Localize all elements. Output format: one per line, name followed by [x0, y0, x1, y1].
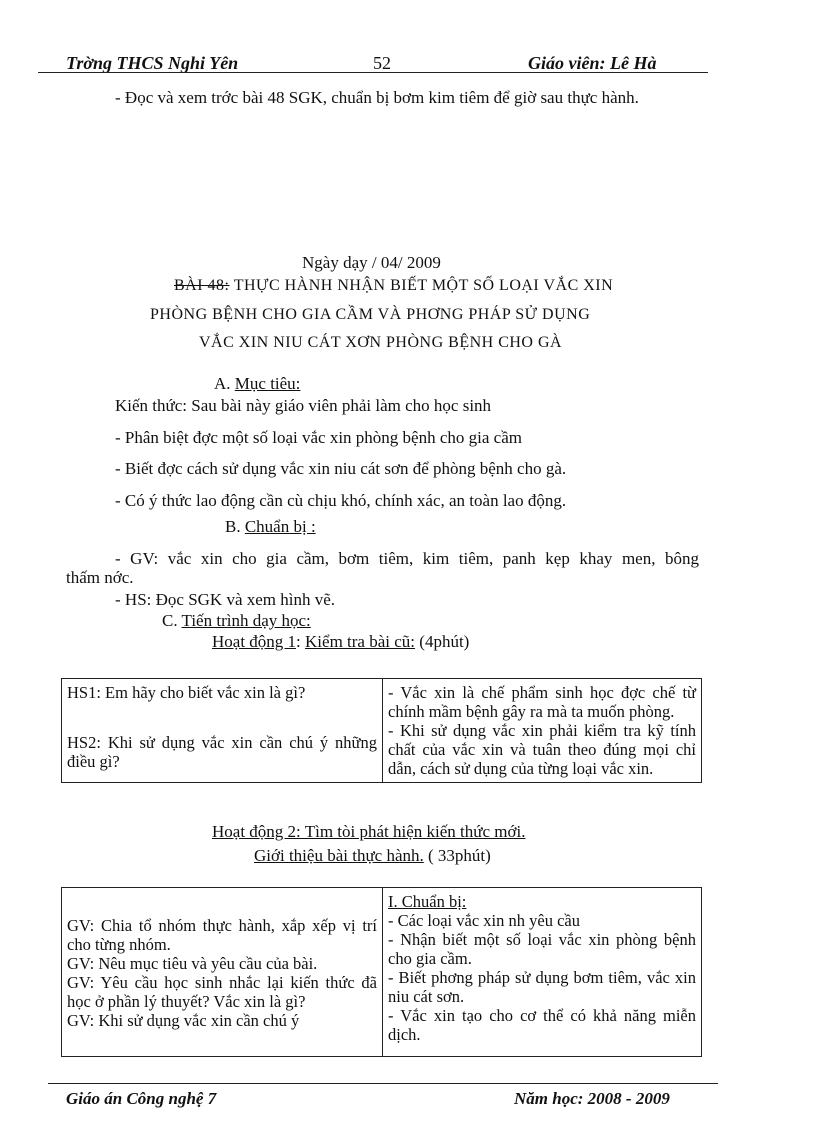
- section-b-label: B.: [225, 517, 245, 536]
- content-item: - Vắc xin tạo cho cơ thể có khả năng miễn dịch.: [388, 1006, 696, 1044]
- teacher-step: GV: Nêu mục tiêu và yêu cầu của bài.: [67, 954, 318, 973]
- footer-course: Giáo án Công nghệ 7: [66, 1089, 217, 1108]
- page-number: 52: [373, 53, 391, 73]
- objective-item: - Phân biệt đợc một số loại vắc xin phòng bệnh cho gia cầm: [115, 428, 522, 447]
- activity1-title: Kiểm tra bài cũ:: [305, 632, 416, 651]
- lesson-title-line3: VẮC XIN NIU CÁT XƠN PHÒNG BỆNH CHO GÀ: [199, 334, 563, 351]
- activity2-table: [61, 887, 702, 1057]
- activity2-subheading: [254, 846, 491, 866]
- section-b-heading: [225, 517, 316, 537]
- lesson-date: Ngày dạy / 04/ 2009: [302, 253, 441, 272]
- activity1-sep: :: [296, 632, 306, 651]
- teacher-step: GV: Chia tổ nhóm thực hành, xắp xếp vị trí cho từng nhóm.: [67, 916, 377, 954]
- lesson-title-text: THỰC HÀNH NHẬN BIẾT MỘT SỐ LOẠI VẮC XIN: [229, 277, 614, 294]
- prep-gv-line-cont: thấm nớc.: [66, 568, 134, 587]
- lesson-title-line2: PHÒNG BỆNH CHO GIA CẦM VÀ PHƠNG PHÁP SỬ DỤNG: [150, 306, 591, 323]
- activity1-time: (4phút): [415, 632, 470, 651]
- lesson-title-line1: [174, 277, 613, 295]
- section-a-heading: [214, 374, 300, 394]
- header-school: Trờng THCS Nghi Yên: [66, 53, 239, 73]
- activity2-heading: [212, 822, 525, 842]
- activity2-teacher-cell: [62, 888, 383, 1057]
- section-c-label: C.: [162, 611, 182, 630]
- activity1-questions-cell: [62, 679, 383, 783]
- prep-hs-line: - HS: Đọc SGK và xem hình vẽ.: [115, 590, 336, 609]
- activity2-content-cell: [383, 888, 702, 1057]
- table-row: [62, 888, 702, 1057]
- activity1-table: [61, 678, 702, 783]
- content-item: - Biết phơng pháp sử dụng bơm tiêm, vắc xin niu cát sơn.: [388, 968, 696, 1006]
- prep-heading: I. Chuẩn bị:: [388, 892, 467, 911]
- section-c-heading: [162, 611, 311, 631]
- objective-item: - Biết đợc cách sử dụng vắc xin niu cát sơn để phòng bệnh cho gà.: [115, 459, 567, 478]
- activity1-heading: [212, 632, 469, 652]
- table-row: [62, 679, 702, 783]
- activity2-subtitle: Giới thiệu bài thực hành.: [254, 846, 424, 865]
- objective-item: - Có ý thức lao động cần cù chịu khó, chính xác, an toàn lao động.: [115, 491, 567, 510]
- answer-2: - Khi sử dụng vắc xin phải kiểm tra kỹ tính chất của vắc xin và tuân theo đúng mọi chỉ dẫn, cách sử dụng của từng loại vắc xin.: [388, 721, 696, 778]
- section-a-label: A.: [214, 374, 235, 393]
- intro-line: - Đọc và xem trớc bài 48 SGK, chuẩn bị bơm kim tiêm để giờ sau thực hành.: [115, 88, 639, 107]
- header-teacher: Giáo viên: Lê Hà: [528, 53, 657, 73]
- section-a-title: Mục tiêu:: [234, 374, 301, 393]
- section-c-title: Tiến trình dạy học:: [181, 611, 311, 630]
- activity2-title: Hoạt động 2: Tìm tòi phát hiện kiến thức mới.: [212, 822, 526, 841]
- answer-1: - Vắc xin là chế phẩm sinh học đợc chế từ chính mầm bệnh gây ra mà ta muốn phòng.: [388, 683, 696, 721]
- teacher-step: GV: Khi sử dụng vắc xin cần chú ý: [67, 1011, 300, 1030]
- content-item: - Nhận biết một số loại vắc xin phòng bệnh cho gia cầm.: [388, 930, 696, 968]
- prep-gv-line: - GV: vắc xin cho gia cầm, bơm tiêm, kim tiêm, panh kẹp khay men, bông: [115, 549, 699, 568]
- question-1: HS1: Em hãy cho biết vắc xin là gì?: [67, 683, 306, 702]
- section-b-title: Chuẩn bị :: [244, 517, 316, 536]
- activity1-answers-cell: [383, 679, 702, 783]
- activity2-time: ( 33phút): [423, 846, 491, 865]
- activity1-name: Hoạt động 1: [212, 632, 297, 651]
- header-divider: [38, 72, 708, 73]
- teacher-step: GV: Yêu cầu học sinh nhắc lại kiến thức đã học ở phần lý thuyết? Vắc xin là gì?: [67, 973, 377, 1011]
- footer-school-year: Năm học: 2008 - 2009: [514, 1089, 670, 1108]
- lesson-number: BÀI 48:: [174, 277, 230, 294]
- question-2: HS2: Khi sử dụng vắc xin cần chú ý những điều gì?: [67, 733, 377, 771]
- knowledge-line: Kiến thức: Sau bài này giáo viên phải làm cho học sinh: [115, 396, 492, 415]
- content-item: - Các loại vắc xin nh yêu cầu: [388, 911, 580, 930]
- footer-divider: [48, 1083, 718, 1084]
